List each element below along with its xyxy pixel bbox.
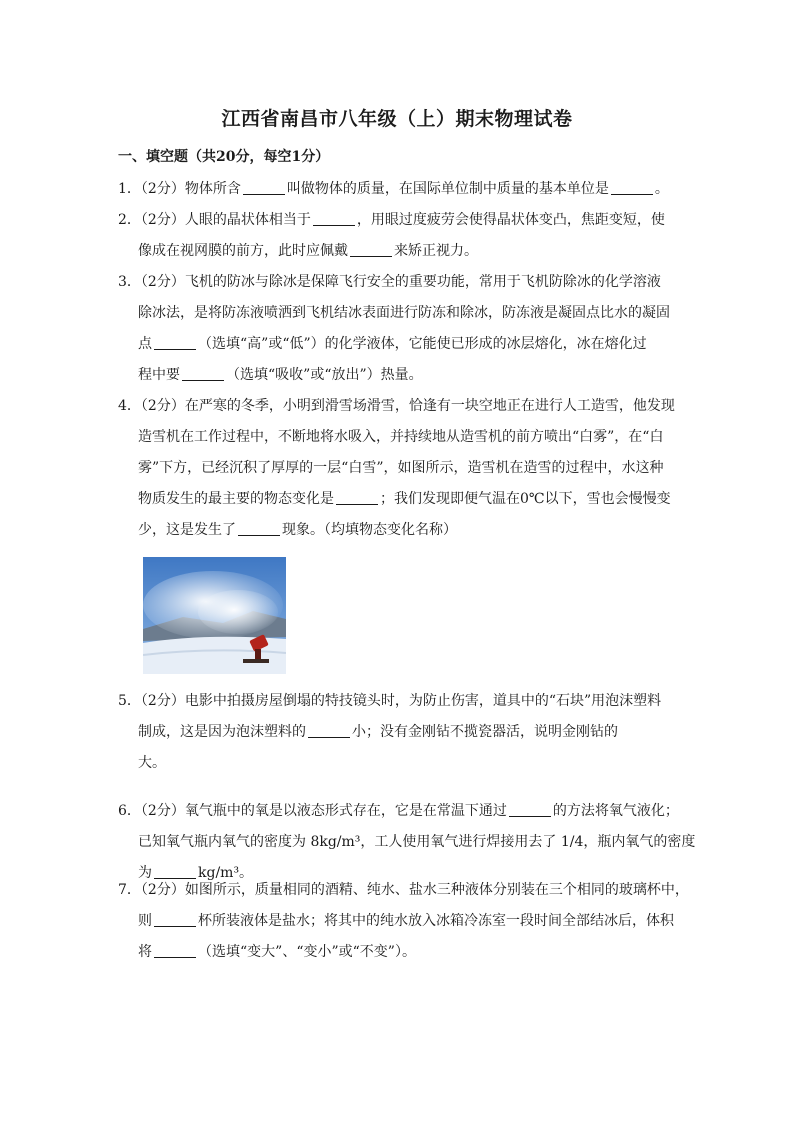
question-text: （选填“变大”、“变小”或“不变”）。	[198, 944, 416, 960]
question-line	[118, 267, 678, 298]
question-2	[118, 205, 678, 267]
answer-blank[interactable]	[154, 912, 196, 927]
question-text: （2分）电影中拍摄房屋倒塌的特技镜头时，为防止伤害，道具中的“石块”用泡沫塑料	[140, 693, 662, 709]
question-line	[118, 875, 689, 906]
question-line	[118, 174, 678, 205]
question-line	[118, 717, 678, 748]
question-3	[118, 267, 678, 391]
question-text: 。	[654, 181, 669, 197]
question-text: （2分）氧气瓶中的氧是以液态形式存在，它是在常温下通过	[140, 803, 507, 819]
question-text: 程中要	[138, 367, 180, 383]
question-line	[118, 796, 678, 827]
question-text: 已知氧气瓶内氧气的密度为 8kg/m³，工人使用氧气进行焊接用去了 1/4，瓶内氧气的密度	[138, 834, 696, 850]
question-line	[118, 937, 678, 968]
question-text: 的方法将氧气液化；	[552, 803, 679, 819]
question-text: 造雪机在工作过程中，不断地将水吸入，并持续地从造雪机的前方喷出“白雾”，在“白	[138, 429, 664, 445]
answer-blank[interactable]	[154, 335, 196, 350]
answer-blank[interactable]	[336, 490, 378, 505]
question-number: 2．	[118, 212, 141, 228]
question-1	[118, 174, 678, 205]
answer-blank[interactable]	[509, 802, 551, 817]
question-text: 少，这是发生了	[138, 522, 236, 538]
question-text: 像成在视网膜的前方，此时应佩戴	[138, 243, 348, 259]
question-line	[118, 484, 678, 515]
question-text: 为	[138, 865, 152, 881]
snow-machine-photo	[143, 557, 286, 674]
question-line	[118, 298, 678, 329]
question-text: 叫做物体的质量，在国际单位制中质量的基本单位是	[286, 181, 609, 197]
question-text: 来矫正视力。	[394, 243, 478, 259]
question-line	[118, 453, 678, 484]
question-text: （2分）在严寒的冬季，小明到滑雪场滑雪，恰逢有一块空地正在进行人工造雪，他发现	[140, 398, 675, 414]
question-number: 5．	[118, 693, 141, 709]
answer-blank[interactable]	[182, 366, 224, 381]
question-text: ，用眼过度疲劳会使得晶状体变凸，焦距变短，使	[356, 212, 665, 228]
question-line	[118, 360, 678, 391]
question-text: 将	[138, 944, 152, 960]
answer-blank[interactable]	[313, 211, 355, 226]
question-text: 大。	[138, 755, 166, 771]
question-text: 制成，这是因为泡沫塑料的	[138, 724, 306, 740]
question-4	[118, 391, 678, 546]
question-number: 1．	[118, 181, 141, 197]
answer-blank[interactable]	[350, 242, 392, 257]
question-text: （选填“吸收”或“放出”）热量。	[226, 367, 423, 383]
snow-machine-photo-icon	[143, 557, 286, 674]
question-text: 点	[138, 336, 152, 352]
question-line	[118, 422, 678, 453]
question-line	[118, 515, 678, 546]
question-text: 现象。（均填物态变化名称）	[282, 522, 457, 538]
question-text: 则	[138, 913, 152, 929]
question-text: 小；没有金刚钻不揽瓷器活，说明金刚钻的	[352, 724, 618, 740]
question-7	[118, 875, 689, 968]
answer-blank[interactable]	[611, 180, 653, 195]
question-text: 除冰法，是将防冻液喷洒到飞机结冰表面进行防冻和除冰，防冻液是凝固点比水的凝固	[138, 305, 670, 321]
section-heading: 一、填空题（共20分，每空1分）	[118, 149, 330, 165]
question-text: （2分）物体所含	[140, 181, 241, 197]
question-text: kg/m³。	[198, 865, 254, 881]
answer-blank[interactable]	[308, 723, 350, 738]
question-text: 物质发生的最主要的物态变化是	[138, 491, 334, 507]
question-number: 4．	[118, 398, 141, 414]
question-text: （选填“高”或“低”）的化学液体，它能使已形成的冰层熔化，冰在熔化过	[198, 336, 647, 352]
question-line	[118, 205, 678, 236]
question-text: 雾”下方，已经沉积了厚厚的一层“白雪”，如图所示，造雪机在造雪的过程中，水这种	[138, 460, 664, 476]
question-line	[118, 748, 678, 779]
answer-blank[interactable]	[154, 943, 196, 958]
question-5	[118, 686, 678, 779]
question-number: 6．	[118, 803, 141, 819]
question-line	[118, 906, 678, 937]
question-line	[118, 686, 678, 717]
question-number: 3．	[118, 274, 141, 290]
question-number: 7．	[118, 882, 141, 898]
question-line	[118, 827, 696, 858]
question-line	[118, 329, 678, 360]
answer-blank[interactable]	[238, 521, 280, 536]
question-text: （2分）飞机的防冰与除冰是保障飞行安全的重要功能，常用于飞机防除冰的化学溶液	[140, 274, 661, 290]
question-text: 杯所装液体是盐水；将其中的纯水放入冰箱冷冻室一段时间全部结冰后，体积	[198, 913, 674, 929]
question-text: （2分）人眼的晶状体相当于	[140, 212, 311, 228]
question-text: （2分）如图所示，质量相同的酒精、纯水、盐水三种液体分别装在三个相同的玻璃杯中，	[140, 882, 689, 898]
question-line	[118, 391, 678, 422]
answer-blank[interactable]	[243, 180, 285, 195]
question-line	[118, 236, 678, 267]
page-title: 江西省南昌市八年级（上）期末物理试卷	[221, 108, 573, 130]
question-text: ；我们发现即便气温在0℃以下，雪也会慢慢变	[380, 491, 671, 507]
